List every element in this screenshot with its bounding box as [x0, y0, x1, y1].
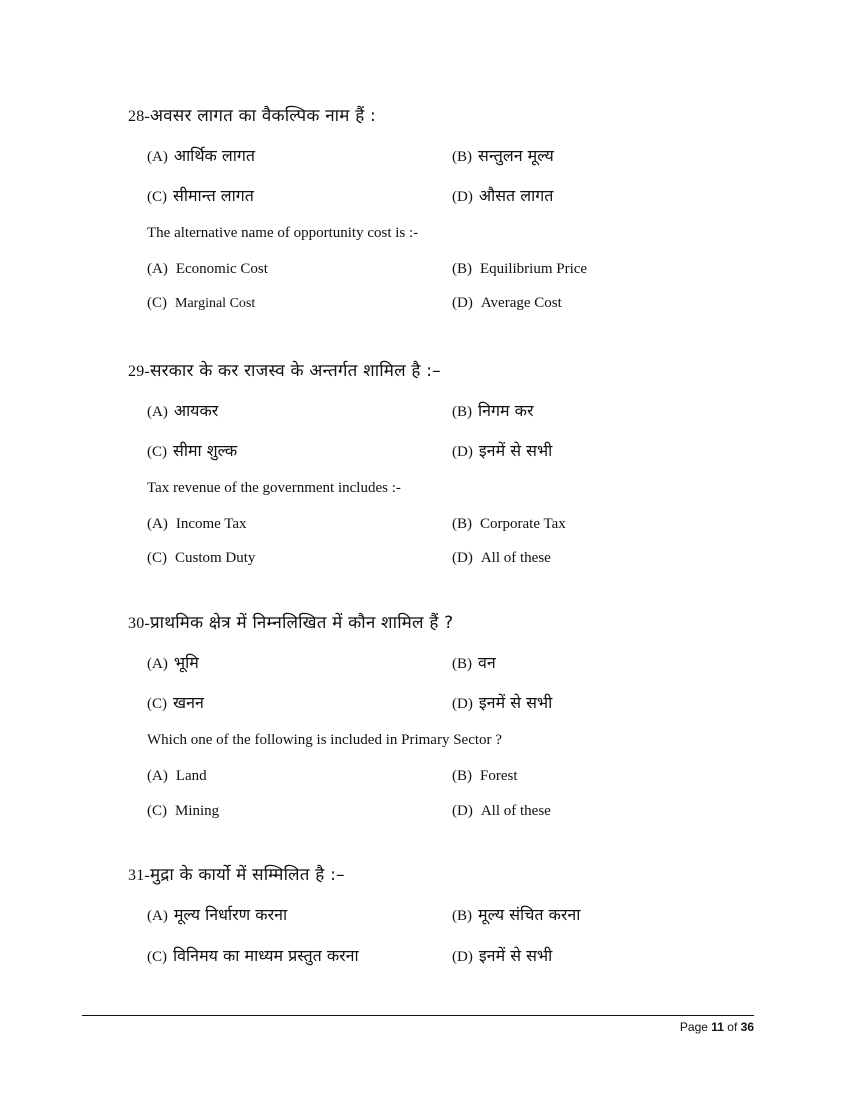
option-english-b — [452, 767, 518, 785]
option-text: इनमें से सभी — [478, 693, 553, 712]
question-title-hindi — [128, 862, 345, 885]
option-hindi-a — [147, 903, 287, 925]
option-hindi-d — [452, 184, 553, 206]
option-letter: (D) — [452, 550, 473, 566]
option-text: इनमें से सभी — [478, 946, 553, 965]
option-letter: (A) — [147, 768, 168, 784]
question-number: 28- — [128, 108, 150, 125]
option-english-b — [452, 515, 566, 533]
option-english-c — [147, 294, 255, 312]
option-text: सन्तुलन मूल्य — [478, 146, 554, 165]
option-letter: (C) — [147, 550, 167, 566]
option-text: Mining — [175, 803, 220, 819]
option-letter: (C) — [147, 295, 167, 311]
option-hindi-b — [452, 651, 496, 673]
question-number: 29- — [128, 363, 150, 380]
option-letter: (D) — [452, 444, 473, 460]
option-text: वन — [478, 653, 496, 672]
question-title-hindi — [128, 103, 376, 126]
option-letter: (B) — [452, 516, 472, 532]
option-hindi-a — [147, 399, 218, 421]
footer-divider — [82, 1015, 754, 1016]
option-letter: (B) — [452, 261, 472, 277]
page-prefix: Page — [679, 1020, 712, 1034]
option-text: Corporate Tax — [480, 516, 566, 532]
option-letter: (B) — [452, 149, 472, 165]
option-text: औसत लागत — [478, 186, 554, 205]
option-letter: (B) — [452, 656, 472, 672]
question-text-english: Tax revenue of the government includes :- — [147, 480, 401, 496]
question-title-hindi — [128, 610, 453, 633]
option-hindi-a — [147, 144, 255, 166]
option-text: Marginal Cost — [175, 296, 256, 311]
option-text: All of these — [480, 803, 551, 819]
current-page-number: 11 — [711, 1020, 724, 1034]
option-hindi-c — [147, 691, 204, 713]
option-text: Economic Cost — [175, 261, 268, 277]
option-letter: (C) — [147, 949, 167, 965]
option-text: भूमि — [173, 653, 199, 672]
option-hindi-d — [452, 691, 552, 713]
option-text: सीमान्त लागत — [173, 186, 254, 205]
question-text-english: The alternative name of opportunity cost is :- — [147, 225, 419, 241]
option-letter: (B) — [452, 908, 472, 924]
option-text: निगम कर — [478, 401, 534, 420]
option-text: सीमा शुल्क — [173, 441, 238, 460]
option-text: Forest — [480, 768, 518, 784]
option-letter: (D) — [452, 295, 473, 311]
page-number-footer — [680, 1020, 754, 1034]
option-hindi-d — [452, 439, 552, 461]
option-text: खनन — [173, 693, 204, 712]
option-letter: (A) — [147, 404, 168, 420]
option-text: इनमें से सभी — [478, 441, 553, 460]
option-text: मूल्य संचित करना — [478, 905, 581, 924]
option-letter: (A) — [147, 516, 168, 532]
option-english-c — [147, 802, 219, 820]
total-pages-number: 36 — [740, 1020, 754, 1034]
option-text: आर्थिक लागत — [173, 146, 256, 165]
option-hindi-b — [452, 399, 534, 421]
option-text: Average Cost — [480, 295, 562, 311]
option-text: Income Tax — [175, 516, 247, 532]
question-text-hindi: सरकार के कर राजस्व के अन्तर्गत शामिल है :– — [149, 361, 441, 381]
option-letter: (D) — [452, 696, 473, 712]
option-hindi-c — [147, 184, 254, 206]
option-english-c — [147, 549, 255, 567]
question-number: 31- — [128, 867, 150, 884]
option-english-d — [452, 294, 562, 312]
option-letter: (A) — [147, 149, 168, 165]
option-letter: (D) — [452, 189, 473, 205]
option-hindi-b — [452, 144, 554, 166]
option-letter: (C) — [147, 189, 167, 205]
option-letter: (D) — [452, 803, 473, 819]
option-letter: (C) — [147, 696, 167, 712]
option-text: Equilibrium Price — [480, 261, 588, 277]
option-hindi-b — [452, 903, 580, 925]
question-number: 30- — [128, 615, 150, 632]
question-text-english: Which one of the following is included in Primary Sector ? — [147, 732, 502, 748]
option-hindi-a — [147, 651, 199, 673]
option-hindi-d — [452, 944, 552, 966]
option-letter: (C) — [147, 444, 167, 460]
option-english-a — [147, 260, 268, 278]
option-english-b — [452, 260, 587, 278]
option-text: Custom Duty — [175, 550, 256, 566]
option-text: विनिमय का माध्यम प्रस्तुत करना — [173, 946, 359, 965]
question-text-hindi: प्राथमिक क्षेत्र में निम्नलिखित में कौन शामिल हैं ? — [149, 613, 454, 633]
option-letter: (A) — [147, 908, 168, 924]
option-hindi-c — [147, 944, 359, 966]
option-text: आयकर — [173, 401, 219, 420]
option-text: Land — [175, 768, 207, 784]
option-text: All of these — [480, 550, 551, 566]
option-english-a — [147, 515, 247, 533]
question-title-hindi — [128, 358, 441, 381]
option-letter: (B) — [452, 768, 472, 784]
option-letter: (A) — [147, 261, 168, 277]
option-english-d — [452, 549, 551, 567]
option-hindi-c — [147, 439, 237, 461]
page-of-text: of — [723, 1020, 741, 1034]
option-letter: (A) — [147, 656, 168, 672]
option-english-a — [147, 767, 207, 785]
option-text: मूल्य निर्धारण करना — [173, 905, 288, 924]
option-letter: (B) — [452, 404, 472, 420]
option-english-d — [452, 802, 551, 820]
option-letter: (D) — [452, 949, 473, 965]
option-letter: (C) — [147, 803, 167, 819]
question-text-hindi: अवसर लागत का वैकल्पिक नाम हैं : — [149, 106, 376, 126]
question-text-hindi: मुद्रा के कार्यो में सम्मिलित है :– — [149, 865, 345, 885]
